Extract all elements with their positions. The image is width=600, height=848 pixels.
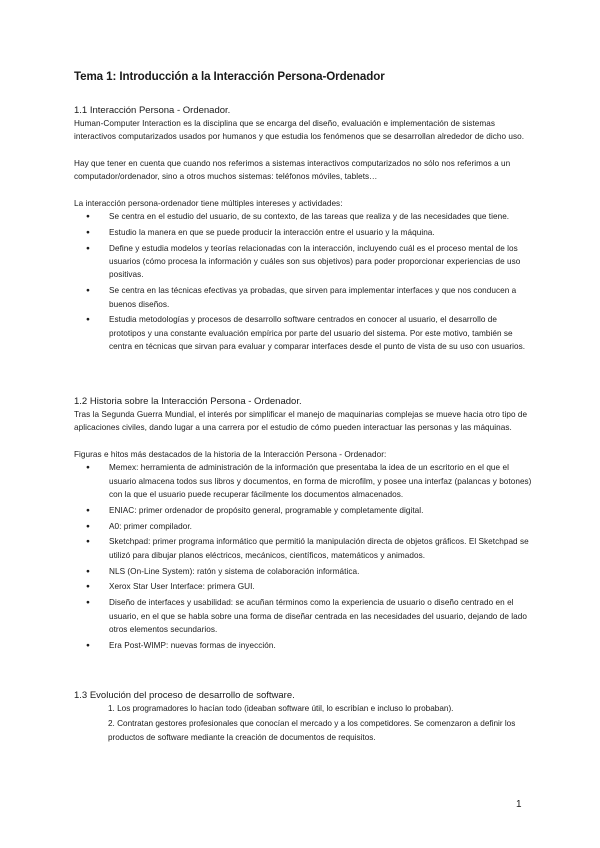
section-1-3 <box>74 689 534 746</box>
list-item: ● Se centra en las técnicas efectivas ya probadas, que sirven para implementar interfaces y que nos conducen a buenos diseños. <box>74 284 534 311</box>
section-heading: 1.2 Historia sobre la Interacción Persona - Ordenador. <box>74 396 302 407</box>
list-item: ● Xerox Star User Interface: primera GUI. <box>74 580 534 593</box>
list-item: ● Define y estudia modelos y teorías relacionadas con la interacción, incluyendo cuál es el proceso mental de los usuarios (cómo procesa la información y cuáles son sus objetivos) para poder proporcionar experiencias de uso positivas. <box>74 242 534 282</box>
list-item: 1. Los programadores lo hacían todo (ideaban software útil, lo escribían e incluso lo probaban). <box>108 704 454 713</box>
paragraph: Figuras e hitos más destacados de la historia de la Interacción Persona - Ordenador: <box>74 449 387 459</box>
list-item: ● Memex: herramienta de administración de la información que presentaba la idea de un escritorio en el que el usuario almacena todos sus libros y documentos, en forma de microfilm, y posee una interfaz (palancas y botones) con la que el usuario puede recuperar fácilmente los documentos almacenados. <box>74 461 534 501</box>
paragraph: Human-Computer Interaction es la disciplina que se encarga del diseño, evaluación e implementación de sistemas interactivos computarizados usados por humanos y que estudia los fenómenos que se desarrollan alrededor de dicho uso. <box>74 119 525 142</box>
list-item: ● NLS (On-Line System): ratón y sistema de colaboración informática. <box>74 565 534 578</box>
list-item: ● ENIAC: primer ordenador de propósito general, programable y completamente digital. <box>74 504 534 517</box>
document-title: Tema 1: Introducción a la Interacción Persona-Ordenador <box>74 70 385 83</box>
section-heading: 1.3 Evolución del proceso de desarrollo de software. <box>74 690 295 701</box>
list-item: ● Estudio la manera en que se puede producir la interacción entre el usuario y la máquina. <box>74 226 534 239</box>
paragraph: La interacción persona-ordenador tiene múltiples intereses y actividades: <box>74 198 343 208</box>
paragraph: Hay que tener en cuenta que cuando nos referimos a sistemas interactivos computarizados no sólo nos referimos a un computador/ordenador, sino a otros muchos sistemas: teléfonos móviles, tablets… <box>74 158 511 182</box>
list-item: ● Sketchpad: primer programa informático que permitió la manipulación directa de objetos gráficos. El Sketchpad se utilizó para dibujar planos eléctricos, mecánicos, científicos, matemáticos y animados. <box>74 535 534 562</box>
list-item: ● Estudia metodologías y procesos de desarrollo software centrados en conocer al usuario, el desarrollo de prototipos y una constante evaluación empírica por parte del usuario del sistema. Por este motivo, también se centra en técnicas que sirvan para evaluar y comparar interfaces desde el punto de vista de su uso con usuarios. <box>74 313 534 353</box>
list-item: 2. Contratan gestores profesionales que conocían el mercado y a los competidores. Se comenzaron a definir los productos de software mediante la creación de documentos de requisitos. <box>108 719 516 742</box>
list-item: ● Se centra en el estudio del usuario, de su contexto, de las tareas que realiza y de las necesidades que tiene. <box>74 210 534 223</box>
list-item: ● Diseño de interfaces y usabilidad: se acuñan términos como la experiencia de usuario o diseño centrado en el usuario, en el que se habla sobre una forma de diseñar centrada en las necesidades del usuario, dejando de lado otros elementos secundarios. <box>74 596 534 636</box>
paragraph: Tras la Segunda Guerra Mundial, el interés por simplificar el manejo de maquinarias complejas se mueve hacia otro tipo de aplicaciones civiles, dando lugar a una carrera por el estudio de cómo pueden interactuar las personas y las máquinas. <box>74 410 528 433</box>
section-heading: 1.1 Interacción Persona - Ordenador. <box>74 105 231 116</box>
bullet-list <box>74 210 534 354</box>
page-number: 1 <box>516 799 522 810</box>
list-item: ● Era Post-WIMP: nuevas formas de inyección. <box>74 639 534 652</box>
section-1-2 <box>74 395 534 655</box>
numbered-list <box>74 702 534 744</box>
section-1-1 <box>74 104 534 356</box>
bullet-list <box>74 461 534 652</box>
list-item: ● A0: primer compilador. <box>74 520 534 533</box>
